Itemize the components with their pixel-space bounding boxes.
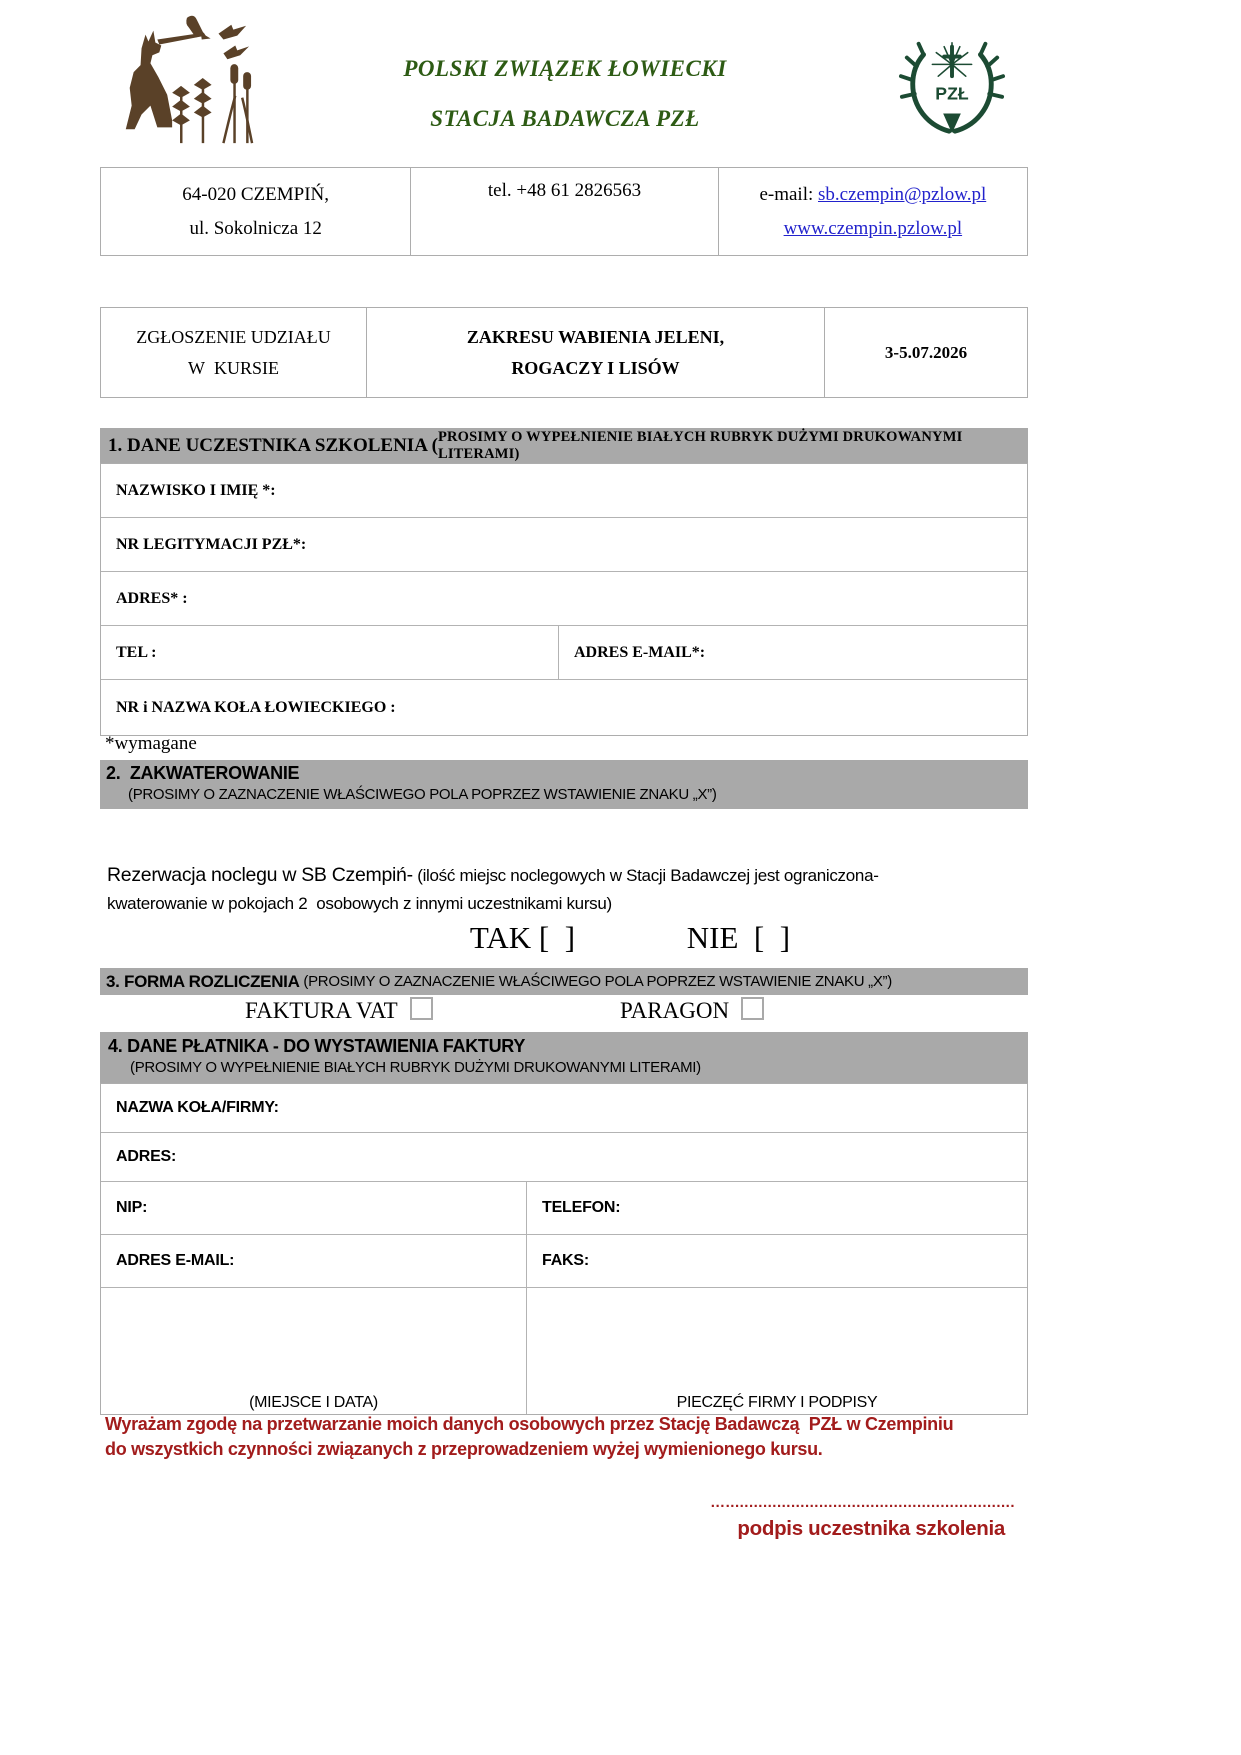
- signature-block: [600, 1494, 1015, 1541]
- stamp-signature-cell[interactable]: [526, 1288, 1027, 1414]
- card-number-field-row[interactable]: [101, 517, 1027, 571]
- consent-line1: Wyrażam zgodę na przetwarzanie moich danych osobowych przez Stację Badawczą PZŁ w Czempiniu: [105, 1414, 954, 1434]
- receipt-option: [620, 997, 764, 1024]
- hunting-club-field-label: NR i NAZWA KOŁA ŁOWIECKIEGO :: [116, 698, 396, 716]
- contact-online-cell: [718, 168, 1027, 255]
- card-number-field-label: NR LEGITYMACJI PZŁ*:: [116, 535, 307, 553]
- accommodation-no-option[interactable]: NIE [ ]: [686, 920, 791, 955]
- course-table: [100, 307, 1028, 398]
- invoice-option-label: FAKTURA VAT: [245, 998, 398, 1023]
- contact-table: [100, 167, 1028, 256]
- section4-header: [100, 1032, 1028, 1083]
- reservation-note-line1: (ilość miejsc noclegowych w Stacji Badawczej jest ograniczona-: [412, 866, 879, 885]
- section1-title: 1. DANE UCZESTNIKA SZKOLENIA (: [108, 434, 438, 456]
- receipt-checkbox[interactable]: [741, 997, 764, 1020]
- fax-field-cell[interactable]: [526, 1235, 1027, 1287]
- section3-title: 3. FORMA ROZLICZENIA: [106, 971, 304, 991]
- website-link[interactable]: www.czempin.pzlow.pl: [783, 217, 963, 239]
- reservation-text: [107, 862, 1127, 917]
- course-name-cell: [366, 308, 824, 397]
- payer-email-field-cell[interactable]: [101, 1235, 526, 1287]
- section2-header: [100, 760, 1028, 809]
- nip-phone-field-row: [101, 1181, 1027, 1234]
- participant-fields-table: [100, 463, 1028, 736]
- application-line2: W KURSIE: [188, 357, 279, 378]
- name-field-label: NAZWISKO I IMIĘ *:: [116, 481, 276, 499]
- email-link[interactable]: sb.czempin@pzlow.pl: [818, 183, 987, 205]
- payer-address-field-label: ADRES:: [116, 1148, 177, 1165]
- signature-line[interactable]: …..............................................................: [710, 1494, 1015, 1511]
- signature-label: podpis uczestnika szkolenia: [737, 1517, 1005, 1540]
- org-title-line1: POLSKI ZWIĄZEK ŁOWIECKI: [403, 56, 727, 81]
- contact-phone-cell: [410, 168, 717, 255]
- pzl-emblem-icon: [898, 34, 1006, 138]
- section4-title: 4. DANE PŁATNIKA - DO WYSTAWIENIA FAKTURY: [108, 1036, 526, 1056]
- place-date-cell[interactable]: [101, 1288, 526, 1414]
- email-field-label: ADRES E-MAIL*:: [574, 643, 706, 661]
- address-field-label: ADRES* :: [116, 589, 188, 607]
- payer-address-field-row[interactable]: [101, 1132, 1027, 1181]
- receipt-option-label: PARAGON: [620, 998, 730, 1023]
- email-field-cell[interactable]: [558, 626, 1027, 679]
- pzl-emblem-text: PZŁ: [935, 83, 969, 104]
- reservation-note-line2: kwaterowanie w pokojach 2 osobowych z innymi uczestnikami kursu): [107, 894, 612, 913]
- phone-field-cell[interactable]: [526, 1182, 1027, 1234]
- invoice-checkbox[interactable]: [410, 997, 433, 1020]
- tel-field-cell[interactable]: [101, 626, 558, 679]
- stamp-signature-label: PIECZĘĆ FIRMY I PODPISY: [676, 1394, 878, 1411]
- reservation-main: Rezerwacja noclegu w SB Czempiń-: [107, 864, 413, 886]
- application-cell: [101, 308, 366, 397]
- course-name-line2: ROGACZY I LISÓW: [511, 357, 680, 378]
- payer-fields-table: [100, 1083, 1028, 1415]
- email-label: e-mail:: [759, 183, 818, 205]
- nip-field-cell[interactable]: [101, 1182, 526, 1234]
- payment-options: [100, 997, 1028, 1029]
- course-name-line1: ZAKRESU WABIENIA JELENI,: [466, 326, 725, 347]
- email-fax-field-row: [101, 1234, 1027, 1287]
- address-line1: 64-020 CZEMPIŃ,: [182, 183, 330, 205]
- contact-address-cell: [101, 168, 410, 255]
- accommodation-options: [100, 920, 1160, 956]
- course-date-cell: [824, 308, 1027, 397]
- payer-email-field-label: ADRES E-MAIL:: [116, 1252, 235, 1269]
- section1-header: [100, 428, 1028, 463]
- consent-statement: [105, 1412, 1035, 1462]
- nip-field-label: NIP:: [116, 1199, 148, 1216]
- section2-subtitle: (PROSIMY O ZAZNACZENIE WŁAŚCIWEGO POLA POPRZEZ WSTAWIENIE ZNAKU „X”): [128, 786, 717, 803]
- invoice-option: [245, 997, 433, 1024]
- address-line2: ul. Sokolnicza 12: [189, 217, 322, 239]
- signature-row: [101, 1287, 1027, 1414]
- phone-field-label: TELEFON:: [542, 1199, 621, 1216]
- place-date-label: (MIEJSCE I DATA): [249, 1394, 378, 1411]
- company-name-field-label: NAZWA KOŁA/FIRMY:: [116, 1099, 279, 1116]
- email-line: [759, 184, 986, 206]
- name-field-row[interactable]: [101, 464, 1027, 517]
- company-name-field-row[interactable]: [101, 1084, 1027, 1132]
- tel-field-label: TEL :: [116, 643, 157, 661]
- section2-title: 2. ZAKWATEROWANIE: [106, 763, 300, 783]
- section4-subtitle: (PROSIMY O WYPEŁNIENIE BIAŁYCH RUBRYK DUŻYMI DRUKOWANYMI LITERAMI): [130, 1059, 701, 1076]
- course-date: 3-5.07.2026: [884, 342, 968, 362]
- section3-header: [100, 968, 1028, 995]
- application-line1: ZGŁOSZENIE UDZIAŁU: [136, 326, 331, 347]
- phone-number: tel. +48 61 2826563: [487, 180, 642, 201]
- fax-field-label: FAKS:: [542, 1252, 590, 1269]
- pzl-emblem-graphic: [898, 34, 1006, 138]
- required-note: *wymagane: [105, 733, 197, 754]
- org-title-line2: STACJA BADAWCZA PZŁ: [430, 106, 700, 131]
- section1-subtitle: PROSIMY O WYPEŁNIENIE BIAŁYCH RUBRYK DUŻYMI DRUKOWANYMI LITERAMI): [437, 428, 963, 462]
- consent-line2: do wszystkich czynności związanych z przeprowadzeniem wyżej wymienionego kursu.: [105, 1439, 823, 1459]
- address-field-row[interactable]: [101, 571, 1027, 625]
- accommodation-yes-option[interactable]: TAK [ ]: [469, 920, 576, 955]
- hunting-club-field-row[interactable]: [101, 679, 1027, 735]
- tel-email-field-row: [101, 625, 1027, 679]
- section3-subtitle: (PROSIMY O ZAZNACZENIE WŁAŚCIWEGO POLA POPRZEZ WSTAWIENIE ZNAKU „X”): [303, 973, 892, 990]
